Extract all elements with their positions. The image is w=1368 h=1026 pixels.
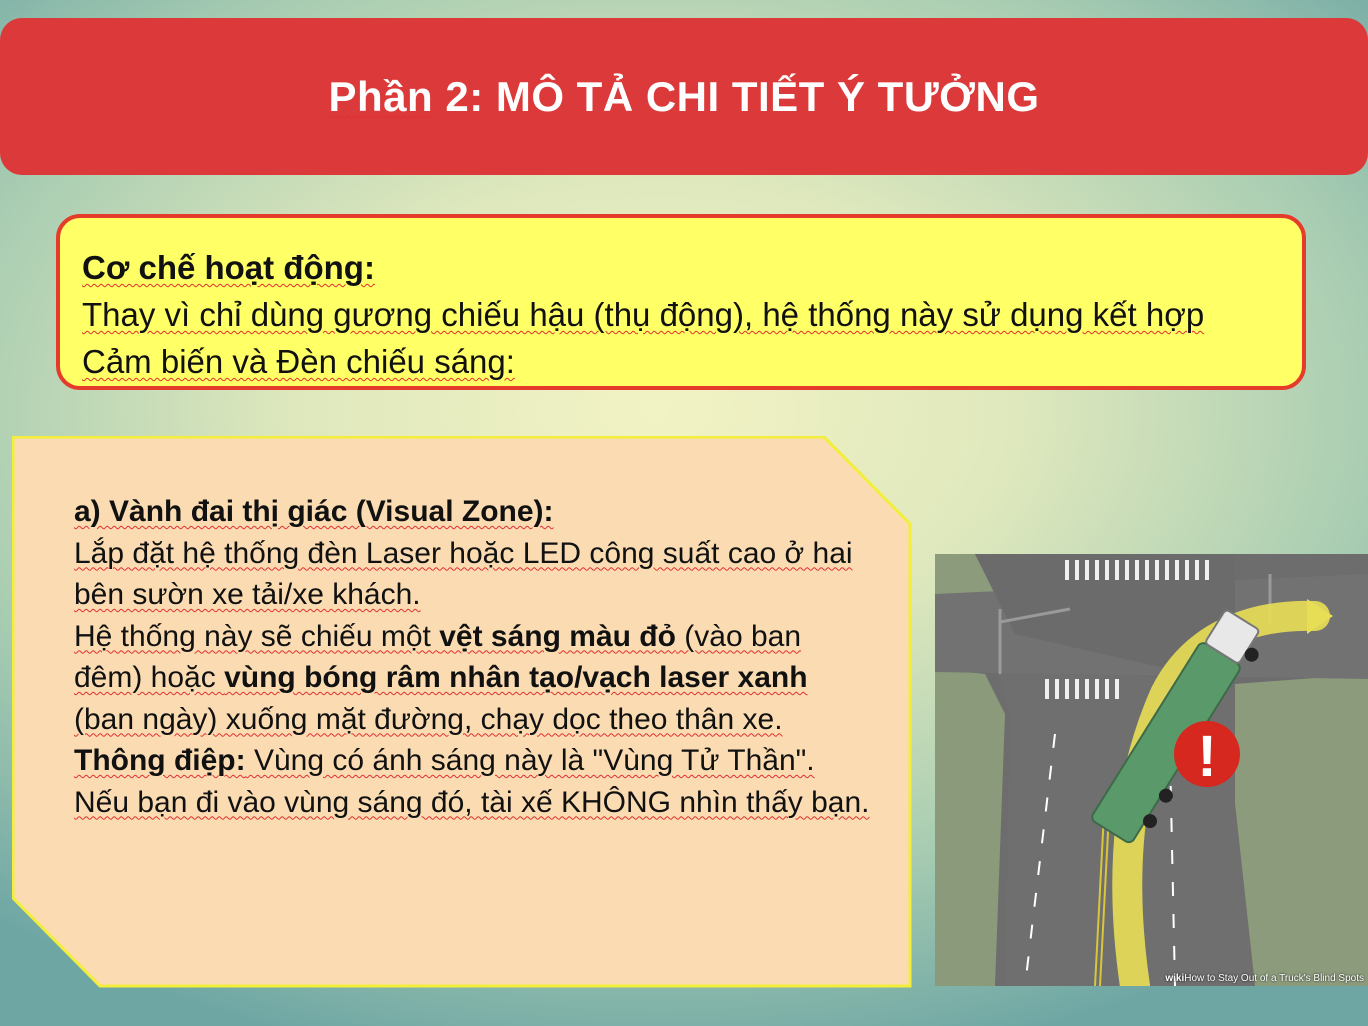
title-word-phan: Phần [328,72,434,120]
mechanism-heading: Cơ chế hoạt động: [82,249,375,286]
mechanism-box [56,214,1306,390]
title-banner [0,18,1368,175]
title-rest: 2: MÔ TẢ CHI TIẾT Ý TƯỞNG [433,72,1040,120]
detail-box [12,436,912,988]
mechanism-text: Thay vì chỉ dùng gương chiếu hậu (thụ động), hệ thống này sử dụng kết hợp Cảm biến và Đèn chiếu sáng: [82,296,1205,380]
detail-heading: a) Vành đai thị giác (Visual Zone): [74,495,554,528]
grass-bottom-right [1235,674,1368,986]
detail-paragraph-3: Thông điệp: Vùng có ánh sáng này là "Vùng Tử Thần". Nếu bạn đi vào vùng sáng đó, tài xế KHÔNG nhìn thấy bạn. [74,744,870,819]
slide-title [328,73,1039,121]
wikihow-watermark: wikiHow to Stay Out of a Truck's Blind Spots [1165,973,1364,984]
grass-bottom-left [935,669,1005,986]
detail-paragraph-2: Hệ thống này sẽ chiếu một vệt sáng màu đỏ (vào ban đêm) hoặc vùng bóng râm nhân tạo/vạch laser xanh (ban ngày) xuống mặt đường, chạy dọc theo thân xe. [74,619,808,736]
detail-paragraph-1: Lắp đặt hệ thống đèn Laser hoặc LED công suất cao ở hai bên sườn xe tải/xe khách. [74,536,853,611]
detail-text [74,491,874,823]
intersection-drawing [935,554,1368,986]
warning-symbol: ! [1197,724,1217,789]
truck-blind-spot-illustration [935,554,1368,986]
